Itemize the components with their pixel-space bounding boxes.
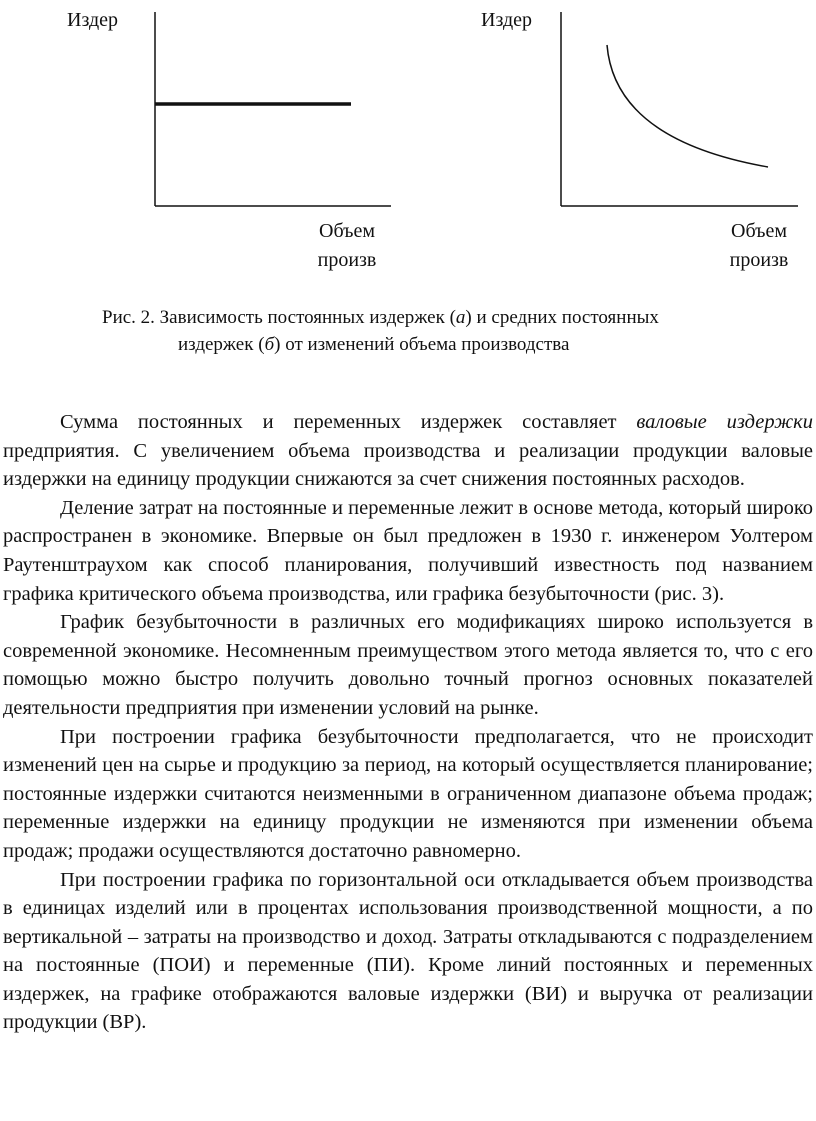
paragraph-4: При построении графика безубыточности предполагается, что не происходит изменений цен на сырье и продукцию за период, на который осуществляется планирование; постоянные издержки считаются неизменными в ограниченном диапазоне объема продаж; переменные издержки на единицу продукции не изменяются при изменении объема продаж; продажи осуществляются достаточно равномерно.	[3, 725, 813, 862]
caption-b-marker: б	[264, 334, 275, 355]
figure-caption-line2: издержек (б) от изменений объема производства	[178, 334, 570, 355]
paragraph-2: Деление затрат на постоянные и переменные лежит в основе метода, который широко распространен в экономике. Впервые он был предложен в 1930 г. инженером Уолтером Раутенштраухом как способ планирования, получивший известность под названием графика критического объема производства, или графика безубыточности (рис. 3).	[3, 496, 813, 605]
panel-b-x-label-1: Объем	[731, 220, 787, 242]
figure-caption-line1: Рис. 2. Зависимость постоянных издержек (а) и средних постоянных	[102, 307, 659, 328]
panel-b-avg-fixed-cost-curve	[607, 45, 768, 167]
panel-b-y-label: Издер	[481, 9, 533, 31]
paragraph-1: Сумма постоянных и переменных издержек составляет валовые издержки предприятия. С увеличением объема производства и реализации продукции валовые издержки на единицу продукции снижаются за счет снижения постоянных расходов.	[3, 411, 813, 491]
panel-a-y-label: Издер	[67, 9, 119, 31]
panel-b-x-label-2: произв	[729, 249, 789, 271]
body-text	[3, 408, 813, 1037]
paragraph-3: График безубыточности в различных его модификациях широко используется в современной экономике. Несомненным преимуществом этого метода является то, что с его помощью можно быстро получить довольно точный прогноз основных показателей деятельности предприятия при изменении условий на рынке.	[3, 611, 813, 719]
term-gross-costs: валовые издержки	[636, 411, 813, 433]
panel-a-x-label-1: Объем	[319, 220, 375, 242]
panel-a-x-label-2: произв	[317, 249, 377, 271]
figure-graphs	[0, 0, 816, 300]
paragraph-5: При построении графика по горизонтальной оси откладывается объем производства в единицах изделий или в процентах использования производственной мощности, а по вертикальной – затраты на производство и доход. Затраты откладываются с подразделением на постоянные (ПОИ) и переменные (ПИ). Кроме линий постоянных и переменных издержек, на графике отображаются валовые издержки (ВИ) и выручка от реализации продукции (ВР).	[3, 868, 813, 1034]
caption-a-marker: а	[455, 307, 466, 328]
